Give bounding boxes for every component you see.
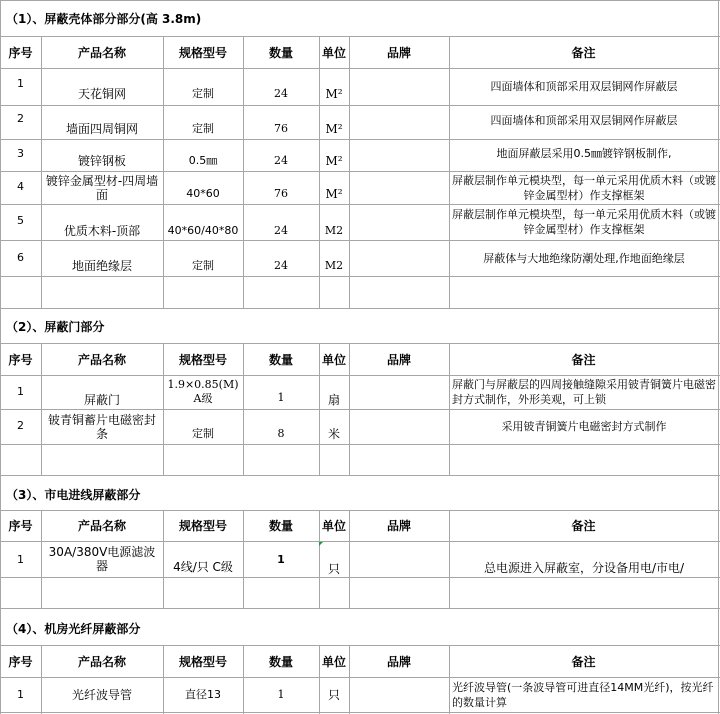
row-no: 1 — [17, 553, 24, 566]
row-note: 屏蔽体与大地绝缘防潮处理,作地面绝缘层 — [483, 251, 685, 265]
row-unit: M2 — [324, 259, 344, 272]
header-qty: 数量 — [268, 519, 293, 533]
row-spec: 0.5㎜ — [188, 154, 218, 167]
row-name: 镀锌金属型材-四周墙面 — [45, 173, 159, 202]
row-spec: 40*60 — [186, 187, 220, 200]
row-name: 铍青铜蓄片电磁密封条 — [47, 412, 156, 441]
row-qty: 76 — [274, 122, 288, 135]
row-no: 1 — [17, 385, 24, 398]
header-qty: 数量 — [268, 654, 293, 669]
row-unit: 扇 — [327, 393, 340, 407]
header-spec: 规格型号 — [178, 519, 227, 533]
header-brand: 品牌 — [386, 45, 411, 60]
header-note: 备注 — [571, 519, 596, 533]
header-name: 产品名称 — [77, 654, 126, 669]
grid-line — [0, 0, 720, 1]
grid-line — [0, 444, 720, 445]
grid-line — [0, 475, 720, 476]
row-no: 3 — [17, 147, 24, 160]
row-name: 天花铜网 — [77, 87, 126, 101]
header-note: 备注 — [571, 654, 596, 669]
header-unit: 单位 — [321, 45, 346, 60]
row-name: 镀锌钢板 — [77, 154, 126, 168]
header-note: 备注 — [571, 352, 596, 367]
row-qty: 1 — [277, 391, 285, 404]
row-note: 屏蔽层制作单元模块型，每一单元采用优质木料（或镀锌金属型材）作支撑框架 — [452, 208, 716, 236]
row-unit: M² — [325, 187, 343, 201]
row-spec: 定制 — [192, 122, 214, 135]
row-no: 1 — [17, 688, 24, 701]
row-qty: 24 — [274, 224, 288, 237]
grid-line — [449, 36, 450, 308]
row-spec: 定制 — [192, 87, 214, 100]
header-no: 序号 — [8, 352, 33, 367]
row-qty: 24 — [274, 154, 288, 167]
row-name: 优质木料-顶部 — [63, 224, 141, 238]
header-unit: 单位 — [321, 654, 346, 669]
row-note: 光纤波导管(一条波导管可进直径14MM光纤)，按光纤的数量计算 — [452, 680, 714, 709]
section-title-2: （2）、屏蔽门部分 — [6, 320, 105, 334]
row-name: 墙面四周铜网 — [65, 122, 138, 136]
row-name: 地面绝缘层 — [71, 259, 132, 273]
header-brand: 品牌 — [386, 519, 411, 533]
row-spec: 定制 — [192, 259, 214, 272]
row-unit: 米 — [327, 427, 340, 441]
row-qty: 1 — [277, 687, 285, 701]
row-note: 屏蔽层制作单元模块型，每一单元采用优质木料（或镀锌金属型材）作支撑框架 — [452, 173, 716, 202]
row-qty: 1 — [277, 553, 285, 566]
row-spec: 定制 — [192, 427, 214, 440]
header-no: 序号 — [8, 654, 33, 669]
grid-line — [0, 308, 720, 309]
header-name: 产品名称 — [77, 352, 126, 367]
row-spec: 4线/只 C级 — [173, 560, 233, 574]
header-name: 产品名称 — [77, 519, 126, 533]
row-name: 30A/380V电源滤波器 — [48, 545, 156, 573]
row-no: 2 — [17, 112, 24, 125]
header-note: 备注 — [571, 45, 596, 60]
header-name: 产品名称 — [77, 45, 126, 60]
row-qty: 8 — [277, 427, 285, 440]
row-spec: 直径13 — [185, 687, 221, 701]
header-brand: 品牌 — [386, 654, 411, 669]
row-note: 四面墙体和顶部采用双层铜网作屏蔽层 — [490, 113, 678, 127]
row-name: 屏蔽门 — [83, 393, 120, 407]
grid-line — [718, 0, 719, 714]
row-unit: 只 — [327, 562, 340, 576]
row-note: 采用铍青铜簧片电磁密封方式制作 — [501, 420, 667, 433]
grid-line — [0, 276, 720, 277]
grid-line — [0, 608, 720, 609]
section-title-3: （3）、市电进线屏蔽部分 — [6, 488, 141, 502]
grid-line — [0, 577, 720, 578]
row-unit: M² — [325, 87, 343, 101]
header-no: 序号 — [8, 519, 33, 533]
row-qty: 76 — [274, 187, 288, 200]
row-no: 5 — [17, 214, 24, 227]
header-spec: 规格型号 — [178, 352, 227, 367]
header-unit: 单位 — [321, 519, 346, 533]
header-unit: 单位 — [321, 352, 346, 367]
row-unit: M² — [325, 154, 343, 168]
section-title-4: （4）、机房光纤屏蔽部分 — [6, 622, 141, 636]
row-note: 地面屏蔽层采用0.5㎜镀锌钢板制作, — [496, 147, 672, 160]
header-brand: 品牌 — [386, 352, 411, 367]
row-no: 2 — [17, 419, 24, 432]
header-qty: 数量 — [268, 352, 293, 367]
row-no: 1 — [17, 77, 24, 90]
row-spec: 40*60/40*80 — [167, 224, 239, 237]
row-no: 4 — [17, 180, 24, 193]
header-spec: 规格型号 — [178, 654, 227, 669]
row-spec: 1.9×0.85(M) A级 — [167, 378, 239, 405]
row-unit: 只 — [327, 687, 340, 702]
header-no: 序号 — [8, 45, 33, 60]
row-note: 屏蔽门与屏蔽层的四周接触缝隙采用铍青铜簧片电磁密封方式制作，外形美观，可上锁 — [452, 378, 716, 406]
row-note: 四面墙体和顶部采用双层铜网作屏蔽层 — [490, 80, 678, 93]
row-name: 光纤波导管 — [71, 687, 132, 702]
row-qty: 24 — [274, 87, 288, 100]
row-unit: M2 — [324, 224, 344, 237]
header-spec: 规格型号 — [178, 45, 227, 60]
row-qty: 24 — [274, 259, 288, 272]
grid-line — [349, 36, 350, 308]
row-unit: M² — [325, 122, 343, 136]
row-no: 6 — [17, 251, 24, 264]
header-qty: 数量 — [268, 45, 293, 60]
grid-line — [0, 712, 720, 713]
row-note: 总电源进入屏蔽室，分设备用电/市电/ — [483, 560, 685, 575]
section-title-1: （1）、屏蔽壳体部分部分(高 3.8m) — [6, 12, 202, 26]
